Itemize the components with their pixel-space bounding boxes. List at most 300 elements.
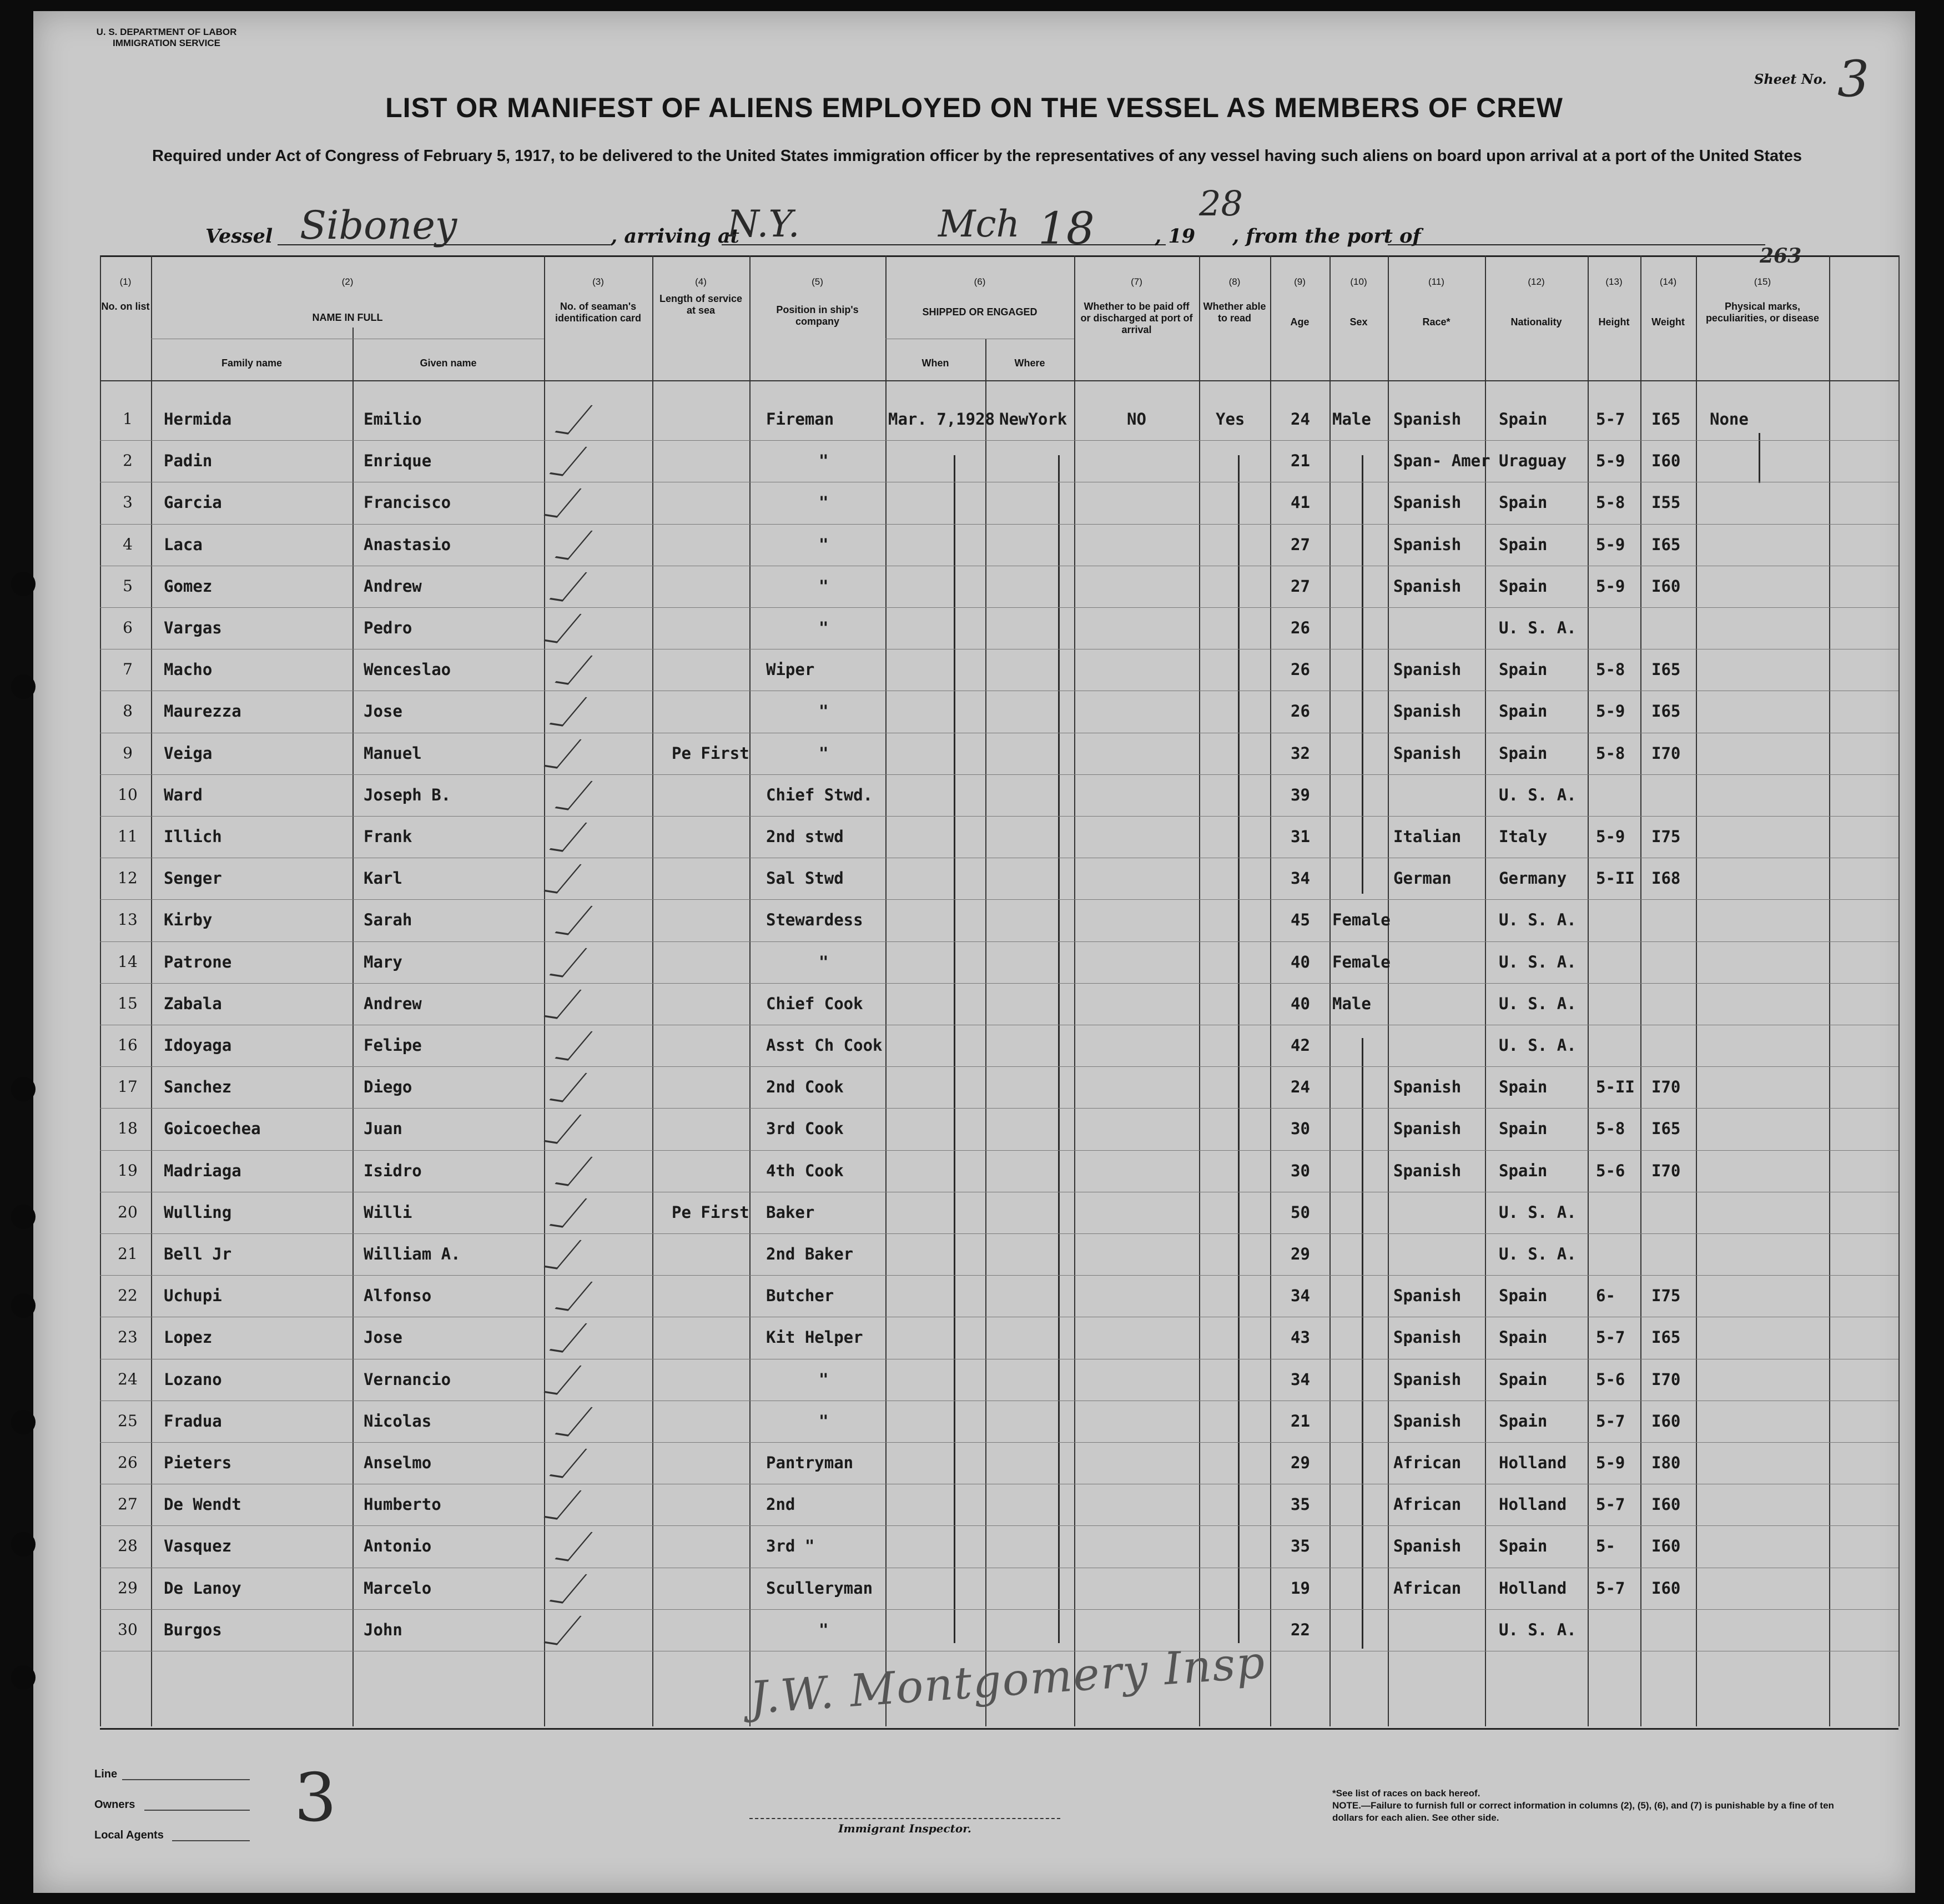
cell-race: African	[1393, 1495, 1462, 1514]
cell-age: 43	[1291, 1328, 1310, 1347]
col-head-read: Whether able to read	[1203, 301, 1266, 324]
col-number: (8)	[1228, 276, 1241, 287]
col-number: (12)	[1528, 276, 1545, 287]
cell-race: Spanish	[1393, 493, 1462, 512]
table-row	[33, 1569, 1915, 1610]
cell-no: 16	[118, 1036, 138, 1054]
page-title: LIST OR MANIFEST OF ALIENS EMPLOYED ON THE VESSEL AS MEMBERS OF CREW	[385, 92, 1563, 123]
cell-family-name: Wulling	[164, 1202, 232, 1222]
punch-hole	[11, 674, 36, 699]
cell-position: Sal Stwd	[766, 869, 844, 888]
row-line	[100, 1150, 1898, 1151]
vessel-name: Siboney	[300, 203, 457, 248]
cell-family-name: Vasquez	[164, 1537, 232, 1556]
cell-race: Spanish	[1393, 1286, 1462, 1306]
checkmark-icon	[549, 820, 587, 852]
cell-nationality: Spain	[1499, 1161, 1548, 1180]
row-line	[100, 524, 1898, 525]
col-number: (6)	[974, 276, 986, 287]
table-row	[33, 775, 1915, 817]
cell-weight: I68	[1651, 869, 1681, 888]
table-row	[33, 984, 1915, 1025]
cell-where: NewYork	[999, 410, 1067, 429]
cell-no: 29	[118, 1578, 138, 1597]
inspector-label: Immigrant Inspector.	[838, 1822, 971, 1835]
cell-family-name: Illich	[164, 827, 222, 846]
cell-age: 24	[1291, 410, 1310, 429]
cell-position: "	[819, 576, 829, 596]
cell-given-name: Karl	[364, 869, 402, 888]
cell-race: Spanish	[1393, 1119, 1462, 1139]
cell-service: Pe First	[672, 1202, 749, 1222]
cell-no: 19	[118, 1161, 138, 1180]
cell-position: Kit Helper	[766, 1328, 863, 1347]
cell-family-name: Fradua	[164, 1411, 222, 1430]
cell-given-name: Emilio	[364, 410, 422, 429]
cell-age: 24	[1291, 1077, 1310, 1097]
cell-position: Baker	[766, 1202, 815, 1222]
table-row	[33, 483, 1915, 524]
checkmark-icon	[543, 1614, 581, 1645]
cell-height: 5-7	[1596, 1578, 1625, 1598]
cell-weight: I70	[1651, 1161, 1681, 1180]
cell-given-name: Humberto	[364, 1495, 441, 1514]
punch-hole	[11, 572, 36, 596]
cell-family-name: Pieters	[164, 1453, 232, 1472]
cell-height: 5-9	[1596, 576, 1625, 596]
arrival-day: 18	[1038, 203, 1095, 254]
table-row	[33, 734, 1915, 775]
cell-height: 5-6	[1596, 1369, 1625, 1389]
cell-nationality: Spain	[1499, 660, 1548, 679]
cell-weight: I65	[1651, 410, 1681, 429]
cell-no: 6	[123, 618, 133, 637]
cell-nationality: Spain	[1499, 1328, 1548, 1347]
col-head-given: Given name	[420, 357, 477, 369]
cell-weight: I80	[1651, 1453, 1681, 1472]
cell-no: 23	[118, 1328, 138, 1347]
cell-position: "	[819, 493, 829, 512]
handwritten-three: 3	[294, 1760, 337, 1837]
col-head-race: Race*	[1422, 316, 1451, 328]
inspector-signature: J.W. Montgomery Insp	[748, 1636, 1268, 1724]
cell-given-name: Isidro	[364, 1161, 422, 1180]
cell-nationality: Spain	[1499, 1537, 1548, 1556]
checkmark-icon	[555, 403, 592, 434]
cell-family-name: Kirby	[164, 910, 213, 930]
table-row	[33, 1067, 1915, 1109]
cell-given-name: John	[364, 1620, 402, 1639]
cell-given-name: Enrique	[364, 451, 432, 471]
cell-nationality: U. S. A.	[1499, 994, 1577, 1013]
col-head-age: Age	[1290, 316, 1310, 328]
checkmark-icon	[543, 988, 581, 1019]
cell-weight: I60	[1651, 1537, 1681, 1556]
cell-height: 5-II	[1596, 1077, 1635, 1097]
cell-family-name: Laca	[164, 535, 203, 554]
cell-family-name: Senger	[164, 869, 222, 888]
punch-hole	[11, 1410, 36, 1434]
cell-weight: I60	[1651, 1578, 1681, 1598]
cell-family-name: Veiga	[164, 743, 213, 763]
cell-given-name: Marcelo	[364, 1578, 432, 1598]
cell-no: 28	[118, 1537, 138, 1555]
cell-nationality: Spain	[1499, 743, 1548, 763]
table-row	[33, 1610, 1915, 1651]
checkmark-icon	[555, 904, 592, 935]
row-line	[100, 816, 1898, 817]
cell-age: 40	[1291, 952, 1310, 971]
cell-age: 34	[1291, 1369, 1310, 1389]
cell-age: 29	[1291, 1245, 1310, 1263]
table-row	[33, 1527, 1915, 1568]
cell-no: 12	[118, 869, 138, 888]
cell-age: 27	[1291, 576, 1310, 596]
cell-read: Yes	[1216, 410, 1245, 429]
cell-given-name: Felipe	[364, 1036, 422, 1055]
cell-no: 5	[123, 576, 133, 595]
cell-position: Pantryman	[766, 1453, 854, 1472]
cell-race: Span- Amer	[1393, 451, 1490, 471]
cell-nationality: U. S. A.	[1499, 952, 1577, 971]
col-head-name: NAME IN FULL	[312, 312, 383, 323]
cell-family-name: Ward	[164, 785, 203, 804]
cell-no: 9	[123, 743, 133, 762]
cell-given-name: Antonio	[364, 1537, 432, 1556]
cell-weight: I60	[1651, 1495, 1681, 1514]
manifest-page	[33, 11, 1915, 1893]
col-number: (7)	[1131, 276, 1142, 287]
checkmark-icon	[543, 737, 581, 768]
cell-position: Sculleryman	[766, 1578, 873, 1598]
checkmark-icon	[555, 779, 592, 810]
checkmark-icon	[555, 1405, 592, 1436]
cell-height: 5-8	[1596, 1119, 1625, 1139]
cell-age: 21	[1291, 451, 1310, 471]
cell-age: 31	[1291, 827, 1310, 846]
col-head-weight: Weight	[1651, 316, 1685, 328]
cell-position: 3rd Cook	[766, 1119, 844, 1139]
arrival-month: Mch	[938, 203, 1020, 245]
cell-family-name: Hermida	[164, 410, 232, 429]
cell-position: 2nd Cook	[766, 1077, 844, 1097]
cell-family-name: Lozano	[164, 1369, 222, 1389]
year-suffix: 28	[1199, 183, 1243, 224]
col-head-paidoff: Whether to be paid off or discharged at port of arrival	[1080, 301, 1193, 335]
cell-given-name: Diego	[364, 1077, 412, 1097]
col-number: (10)	[1350, 276, 1367, 287]
cell-given-name: Willi	[364, 1202, 412, 1222]
cell-nationality: Spain	[1499, 1369, 1548, 1389]
cell-age: 22	[1291, 1620, 1310, 1639]
cell-weight: I65	[1651, 1119, 1681, 1139]
cell-family-name: Sanchez	[164, 1077, 232, 1097]
checkmark-icon	[549, 1322, 587, 1353]
cell-height: 5-9	[1596, 535, 1625, 554]
cell-no: 1	[123, 410, 133, 428]
cell-family-name: Macho	[164, 660, 213, 679]
cell-no: 30	[118, 1620, 138, 1639]
checkmark-icon	[555, 1280, 592, 1311]
cell-family-name: Lopez	[164, 1328, 213, 1347]
col-number: (15)	[1754, 276, 1771, 287]
cell-no: 22	[118, 1286, 138, 1305]
table-row	[33, 608, 1915, 649]
cell-no: 21	[118, 1245, 138, 1263]
sheet-number: 3	[1837, 50, 1870, 108]
cell-age: 35	[1291, 1537, 1310, 1556]
table-row	[33, 400, 1915, 441]
cell-race: Spanish	[1393, 576, 1462, 596]
owners-underline	[144, 1810, 250, 1811]
cell-no: 24	[118, 1369, 138, 1388]
cell-given-name: Manuel	[364, 743, 422, 763]
cell-given-name: Pedro	[364, 618, 412, 637]
cell-nationality: U. S. A.	[1499, 785, 1577, 804]
checkmark-icon	[555, 1530, 592, 1562]
cell-height: 5-8	[1596, 743, 1625, 763]
cell-no: 18	[118, 1119, 138, 1138]
cell-age: 34	[1291, 1286, 1310, 1306]
table-row	[33, 1235, 1915, 1276]
footnote-races: *See list of races on back hereof.	[1332, 1788, 1480, 1799]
arriving-label: , arriving at	[611, 225, 739, 248]
cell-height: 5-9	[1596, 827, 1625, 846]
cell-given-name: Wenceslao	[364, 660, 451, 679]
table-row	[33, 1151, 1915, 1192]
checkmark-icon	[549, 1572, 587, 1603]
row-line	[100, 774, 1898, 775]
cell-family-name: Madriaga	[164, 1161, 241, 1180]
cell-age: 26	[1291, 618, 1310, 637]
col-number: (11)	[1428, 276, 1444, 287]
col-number: (4)	[695, 276, 707, 287]
checkmark-icon	[549, 445, 587, 476]
checkmark-icon	[549, 946, 587, 977]
cell-age: 34	[1291, 869, 1310, 888]
col-number: (9)	[1294, 276, 1306, 287]
punch-hole	[11, 1293, 36, 1318]
line-underline	[122, 1779, 250, 1780]
cell-position: Fireman	[766, 410, 834, 429]
cell-given-name: Frank	[364, 827, 412, 846]
cell-position: "	[819, 1369, 829, 1389]
cell-given-name: Vernancio	[364, 1369, 451, 1389]
year-prefix: , 19	[1155, 225, 1196, 248]
cell-family-name: Burgos	[164, 1620, 222, 1639]
vessel-label: Vessel	[205, 225, 273, 248]
cell-position: 4th Cook	[766, 1161, 844, 1180]
cell-position: "	[819, 702, 829, 721]
cell-height: 5-	[1596, 1537, 1615, 1556]
table-row	[33, 1485, 1915, 1526]
checkmark-icon	[549, 1071, 587, 1102]
cell-weight: I70	[1651, 1369, 1681, 1389]
cell-service: Pe First	[672, 743, 749, 763]
cell-race: German	[1393, 869, 1452, 888]
punch-hole	[11, 1077, 36, 1101]
cell-age: 19	[1291, 1578, 1310, 1598]
cell-race: Spanish	[1393, 1161, 1462, 1180]
header-bottom-line	[100, 380, 1898, 381]
cell-given-name: Alfonso	[364, 1286, 432, 1306]
cell-position: "	[819, 451, 829, 471]
table-row	[33, 1402, 1915, 1443]
cell-age: 50	[1291, 1202, 1310, 1222]
cell-height: 5-7	[1596, 410, 1625, 429]
cell-height: 5-9	[1596, 1453, 1625, 1472]
cell-age: 40	[1291, 994, 1310, 1013]
cell-nationality: U. S. A.	[1499, 618, 1577, 637]
cell-age: 30	[1291, 1119, 1310, 1139]
checkmark-icon	[555, 1029, 592, 1060]
table-row	[33, 441, 1915, 482]
cell-position: Butcher	[766, 1286, 834, 1306]
cell-sex: Male	[1332, 410, 1371, 429]
cell-given-name: Anastasio	[364, 535, 451, 554]
cell-nationality: Spain	[1499, 702, 1548, 721]
table-row	[33, 943, 1915, 984]
cell-position: "	[819, 535, 829, 554]
cell-family-name: Vargas	[164, 618, 222, 637]
table-row	[33, 650, 1915, 691]
cell-no: 25	[118, 1411, 138, 1430]
cell-sex: Female	[1332, 910, 1391, 930]
cell-given-name: Jose	[364, 1328, 402, 1347]
checkmark-icon	[543, 612, 581, 643]
cell-sex: Female	[1332, 952, 1391, 971]
table-row	[33, 567, 1915, 608]
agency-line-1: U. S. DEPARTMENT OF LABOR	[96, 27, 237, 37]
cell-position: Asst Ch Cook	[766, 1036, 883, 1055]
table-row	[33, 1318, 1915, 1359]
cell-race: Spanish	[1393, 1077, 1462, 1097]
cell-family-name: De Lanoy	[164, 1578, 241, 1598]
cell-nationality: Spain	[1499, 535, 1548, 554]
table-row	[33, 1360, 1915, 1401]
from-underline	[1388, 244, 1765, 245]
cell-height: 5-8	[1596, 660, 1625, 679]
sheet-label: Sheet No.	[1754, 71, 1827, 87]
col-head-family: Family name	[221, 357, 283, 369]
cell-age: 26	[1291, 660, 1310, 679]
cell-position: "	[819, 952, 829, 971]
punch-hole	[11, 1532, 36, 1557]
col-head-shipped: SHIPPED OR ENGAGED	[922, 306, 1038, 318]
line-label: Line	[94, 1768, 118, 1780]
col-head-no: No. on list	[101, 301, 150, 312]
cell-nationality: Spain	[1499, 1286, 1548, 1306]
col-head-where: Where	[1014, 357, 1045, 369]
cell-given-name: Juan	[364, 1119, 402, 1139]
table-row	[33, 1109, 1915, 1150]
cell-position: 3rd "	[766, 1537, 815, 1556]
col-number: (2)	[341, 276, 354, 287]
cell-no: 7	[123, 660, 133, 679]
cell-family-name: De Wendt	[164, 1495, 241, 1514]
cell-race: Spanish	[1393, 535, 1462, 554]
row-line	[100, 1066, 1898, 1067]
cell-race: African	[1393, 1578, 1462, 1598]
col-number: (14)	[1659, 276, 1677, 287]
agents-label: Local Agents	[94, 1829, 164, 1841]
checkmark-icon	[555, 654, 592, 685]
checkmark-icon	[543, 1238, 581, 1269]
cell-no: 15	[118, 994, 138, 1013]
cell-nationality: U. S. A.	[1499, 1202, 1577, 1222]
table-row	[33, 859, 1915, 900]
cell-position: Stewardess	[766, 910, 863, 930]
cell-marks: None	[1710, 410, 1749, 429]
col-head-position: Position in ship's company	[776, 304, 859, 327]
table-row	[33, 1276, 1915, 1317]
cell-given-name: Joseph B.	[364, 785, 451, 804]
table-row	[33, 900, 1915, 941]
cell-no: 3	[123, 493, 133, 512]
cell-family-name: Garcia	[164, 493, 222, 512]
cell-race: African	[1393, 1453, 1462, 1472]
col-number: (3)	[592, 276, 604, 287]
row-line	[100, 941, 1898, 942]
cell-when: Mar. 7,1928	[888, 410, 995, 429]
cell-height: 5-II	[1596, 869, 1635, 888]
cell-position: "	[819, 618, 829, 637]
cell-position: Chief Cook	[766, 994, 863, 1013]
cell-nationality: U. S. A.	[1499, 910, 1577, 930]
row-line	[100, 899, 1898, 900]
cell-given-name: Andrew	[364, 576, 422, 596]
checkmark-icon	[543, 487, 581, 518]
cell-age: 21	[1291, 1411, 1310, 1430]
col-head-nationality: Nationality	[1510, 316, 1562, 328]
cell-given-name: Andrew	[364, 994, 422, 1013]
cell-height: 5-7	[1596, 1411, 1625, 1430]
cell-nationality: Spain	[1499, 1077, 1548, 1097]
col-number: (13)	[1605, 276, 1623, 287]
cell-weight: I55	[1651, 493, 1681, 512]
cell-weight: I65	[1651, 660, 1681, 679]
cell-no: 17	[118, 1077, 138, 1096]
cell-given-name: Mary	[364, 952, 402, 971]
cell-family-name: Padin	[164, 451, 213, 471]
cell-age: 29	[1291, 1453, 1310, 1472]
cell-position: 2nd Baker	[766, 1245, 854, 1263]
cell-height: 5-9	[1596, 451, 1625, 471]
cell-race: Spanish	[1393, 1328, 1462, 1347]
corner-number: 263	[1760, 244, 1802, 268]
checkmark-icon	[555, 528, 592, 560]
cell-position: "	[819, 743, 829, 763]
cell-weight: I75	[1651, 827, 1681, 846]
cell-height: 5-9	[1596, 702, 1625, 721]
cell-height: 5-7	[1596, 1495, 1625, 1514]
cell-family-name: Uchupi	[164, 1286, 222, 1306]
cell-weight: I60	[1651, 1411, 1681, 1430]
col-head-sex: Sex	[1349, 316, 1368, 328]
cell-weight: I60	[1651, 576, 1681, 596]
cell-nationality: U. S. A.	[1499, 1620, 1577, 1639]
cell-height: 5-7	[1596, 1328, 1625, 1347]
cell-family-name: Bell Jr	[164, 1245, 232, 1263]
cell-weight: I75	[1651, 1286, 1681, 1306]
cell-given-name: Nicolas	[364, 1411, 432, 1430]
cell-position: "	[819, 1620, 829, 1639]
cell-given-name: Francisco	[364, 493, 451, 512]
col-head-idcard: No. of seaman's identification card	[555, 301, 642, 324]
cell-age: 26	[1291, 702, 1310, 721]
checkmark-icon	[549, 1447, 587, 1478]
row-line	[100, 607, 1898, 608]
